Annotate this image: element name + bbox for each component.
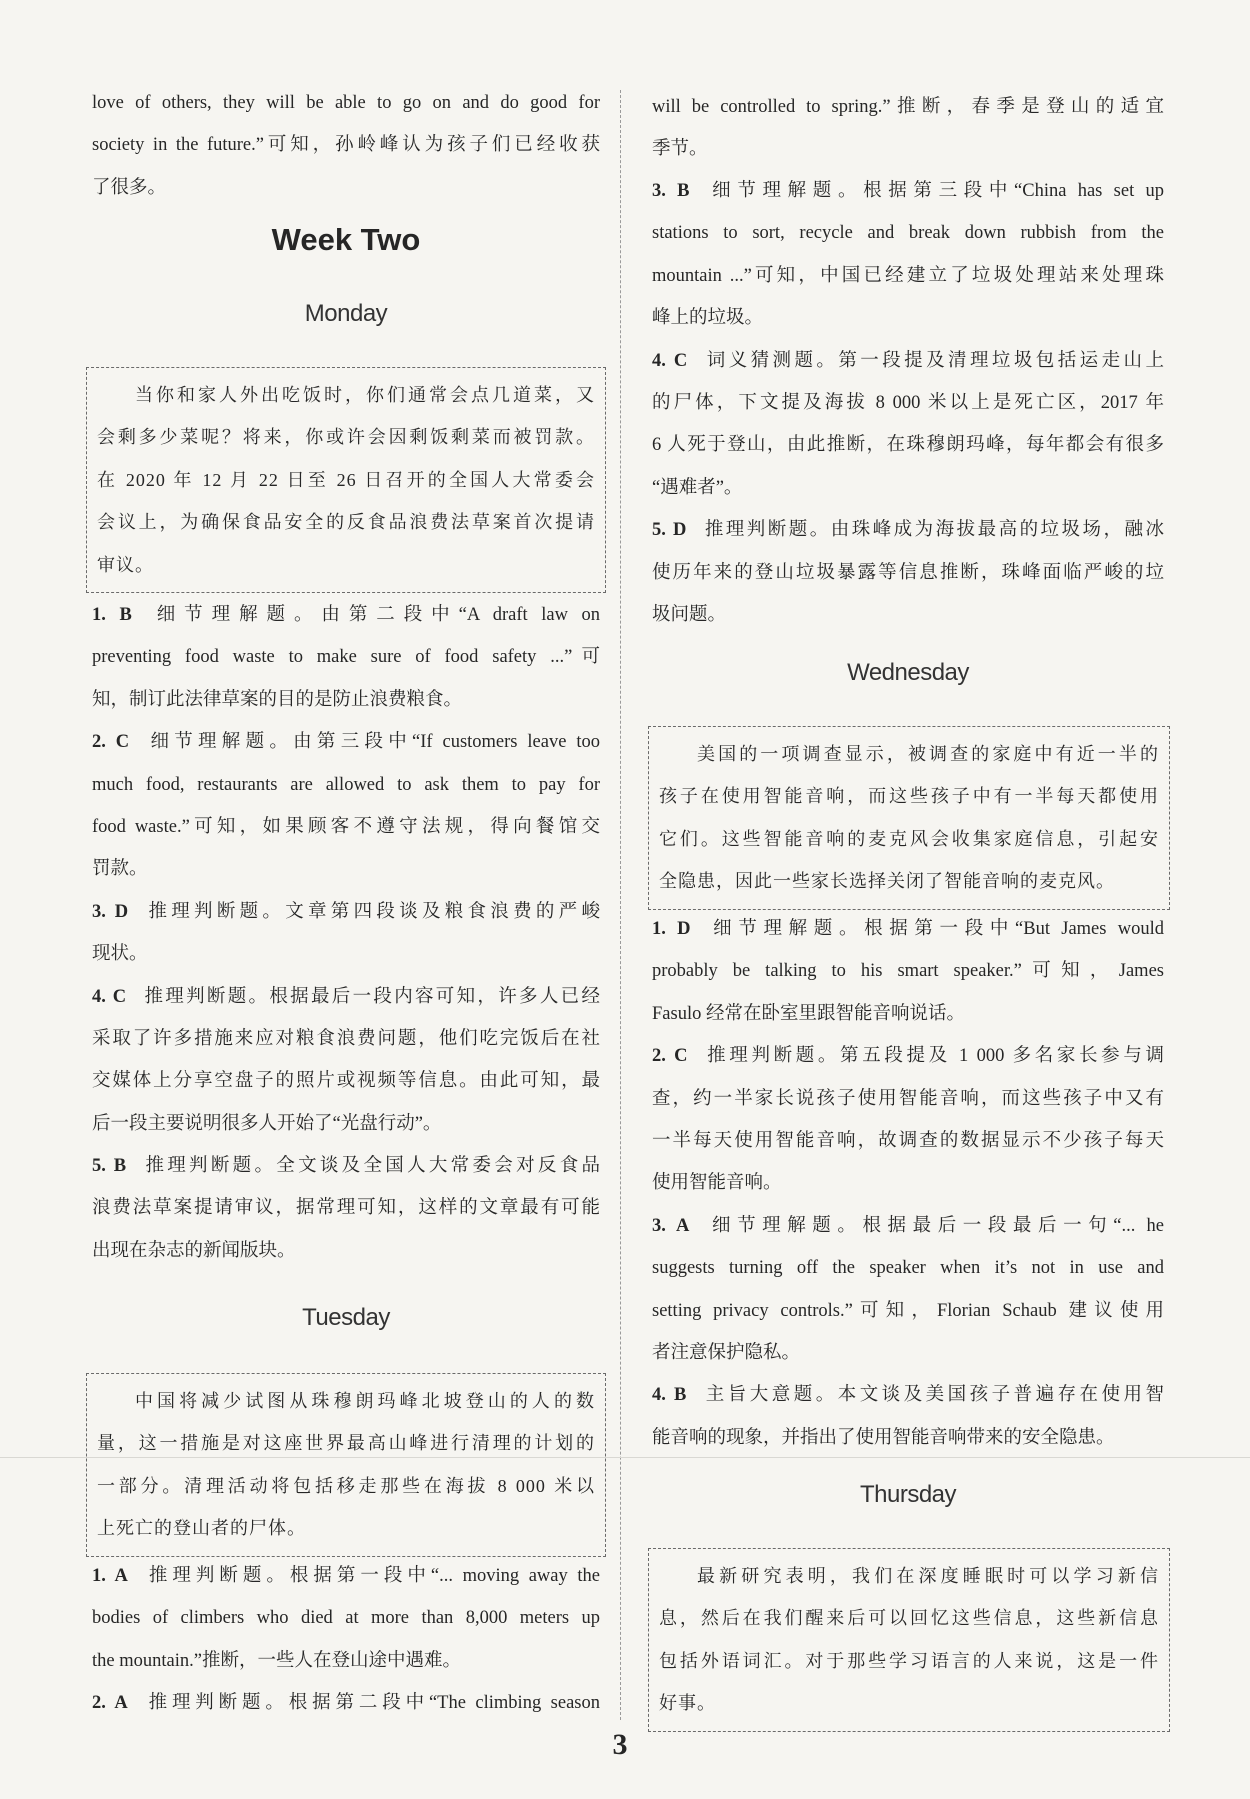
text-line: 会剩多少菜呢？将来，你或许会因剩饭剩菜而被罚款。 [97,427,595,448]
answer-item [92,594,600,721]
text-line [92,1555,600,1597]
answer-item [92,721,600,891]
text-line: 好事。 [659,1693,716,1714]
text-line: 出现在杂志的新闻版块。 [92,1240,296,1261]
text-line: 在 2020 年 12 月 22 日至 26 日召开的全国人大常委会 [97,469,595,490]
answer-label: 3. D [92,901,129,922]
answer-item [92,1555,600,1682]
answer-item [652,1035,1164,1205]
tuesday-heading: Tuesday [302,1304,390,1331]
text-line: 浪费法草案提请审议，据常理可知，这样的文章最有可能 [92,1198,600,1219]
answer-item [652,1205,1164,1375]
answer-text: 推理判断题。根据第一段中“... moving away the [143,1566,600,1586]
text-line [652,1035,1164,1077]
text-line: 罚款。 [92,859,148,880]
answer-text: 细节理解题。由第二段中“A draft law on [147,605,600,625]
answer-label: 1. A [92,1566,128,1586]
answer-label: 3. A [652,1215,690,1236]
answer-label: 3. B [652,181,690,201]
answer-item [652,1374,1164,1459]
text-line: suggests turning off the speaker when it’s not in use and [652,1258,1164,1279]
text-line: 能音响的现象，并指出了使用智能音响带来的安全隐患。 [652,1427,1115,1448]
wednesday-answers [652,908,1164,1459]
text-line: 全隐患，因此一些家长选择关闭了智能音响的麦克风。 [659,871,1115,892]
answer-text: 细节理解题。由第三段中“If customers leave too [145,732,600,753]
tuesday-answers [92,1555,600,1725]
answer-item [652,509,1164,636]
text-line: 交媒体上分享空盘子的照片或视频等信息。由此可知，最 [92,1071,600,1092]
text-line: 季节。 [652,139,708,160]
text-line: food waste.”可知，如果顾客不遵守法规，得向餐馆交 [92,816,600,837]
text-line: 了很多。 [92,177,167,198]
text-line: Fasulo 经常在卧室里跟智能音响说话。 [652,1003,965,1024]
text-line [652,509,1164,551]
column-divider [620,90,621,1720]
answer-text: 细节理解题。根据第一段中“But James would [706,919,1164,939]
text-line [92,976,600,1018]
monday-heading: Monday [304,300,388,327]
tuesday-summary-box [86,1373,606,1557]
answer-text: 推理判断题。全文谈及全国人大常委会对反食品 [142,1156,600,1177]
text-line: 量，这一措施是对这座世界最高山峰进行清理的计划的 [97,1433,595,1454]
answer-label: 4. C [652,350,688,371]
wednesday-summary-box [648,726,1170,910]
text-line: 现状。 [92,944,148,965]
answer-text: 推理判断题。文章第四段谈及粮食浪费的严峻 [144,901,600,922]
answer-item [92,891,600,976]
page-number: 3 [612,1728,628,1761]
week-title: Week Two [271,222,421,257]
answer-text: 推理判断题。由珠峰成为海拔最高的垃圾场，融冰 [702,520,1164,541]
text-line: much food, restaurants are allowed to ask them to pay for [92,774,600,795]
answer-item [652,170,1164,340]
wednesday-heading: Wednesday [847,659,969,686]
text-line [92,721,600,763]
text-line: stations to sort, recycle and break down rubbish from the [652,223,1164,244]
answer-text: 细节理解题。根据最后一段最后一句“... he [705,1215,1164,1236]
answer-item [92,976,600,1146]
answer-label: 1. B [92,605,132,625]
text-line: 包括外语词汇。对于那些学习语言的人来说，这是一件 [659,1650,1159,1671]
thursday-heading: Thursday [859,1481,957,1508]
text-line: the mountain.”推断，一些人在登山途中遇难。 [92,1650,461,1671]
answer-label: 5. D [652,520,687,541]
text-line: 美国的一项调查显示，被调查的家庭中有近一半的 [697,744,1159,764]
text-line: 查，约一半家长说孩子使用智能音响，而这些孩子中又有 [652,1088,1164,1109]
text-line: 知，制订此法律草案的目的是防止浪费粮食。 [92,689,463,710]
text-line: 使用智能音响。 [652,1173,782,1194]
text-line: 使历年来的登山垃圾暴露等信息推断，珠峰面临严峻的垃 [652,562,1164,583]
answer-label: 4. C [92,986,127,1007]
text-line: will be controlled to spring.”推断，春季是登山的适宜 [652,97,1164,117]
text-line [92,594,600,636]
tuesday-continued-paragraph [652,86,1164,171]
text-line [652,908,1164,950]
intro-paragraph [92,82,600,209]
text-line: 它们。这些智能音响的麦克风会收集家庭信息，引起安 [659,828,1159,849]
answer-label: 5. B [92,1156,127,1177]
text-line [652,170,1164,212]
answer-text: 词义猜测题。第一段提及清理垃圾包括运走山上 [703,350,1164,371]
text-line: 孩子在使用智能音响，而这些孩子中有一半每天都使用 [659,786,1159,807]
text-line: setting privacy controls.”可知，Florian Schaub 建议使用 [652,1300,1164,1321]
answer-item [652,340,1164,510]
answer-text: 推理判断题。根据第二段中“The climbing season [143,1693,600,1714]
answer-label: 2. C [92,732,130,753]
answer-item [652,908,1164,1035]
text-line: preventing food waste to make sure of food safety ...”可 [92,647,600,668]
answer-label: 4. B [652,1385,687,1406]
text-line: society in the future.”可知，孙岭峰认为孩子们已经收获 [92,135,600,156]
text-line: mountain ...”可知，中国已经建立了垃圾处理站来处理珠 [652,265,1164,286]
monday-answers [92,594,600,1272]
answer-label: 2. C [652,1046,688,1067]
text-line: love of others, they will be able to go on and do good for [92,93,600,113]
answer-text: 推理判断题。根据最后一段内容可知，许多人已经 [142,986,600,1007]
answer-text: 细节理解题。根据第三段中“China has set up [705,181,1164,201]
text-line [652,1374,1164,1416]
text-line: 6 人死于登山，由此推断，在珠穆朗玛峰，每年都会有很多 [652,435,1164,456]
text-line: 峰上的垃圾。 [652,308,764,329]
text-line: 采取了许多措施来应对粮食浪费问题，他们吃完饭后在社 [92,1028,600,1049]
answer-text: 主旨大意题。本文谈及美国孩子普遍存在使用智 [702,1385,1164,1406]
text-line: 息，然后在我们醒来后可以回忆这些信息，这些新信息 [659,1608,1159,1629]
text-line: bodies of climbers who died at more than 8,000 meters up [92,1608,600,1629]
text-line: 上死亡的登山者的尸体。 [97,1518,306,1539]
monday-summary-box [86,367,606,593]
text-line [652,340,1164,382]
text-line: probably be talking to his smart speaker.”可知，James [652,961,1164,982]
answer-text: 推理判断题。第五段提及 1 000 多名家长参与调 [703,1046,1164,1067]
text-line: 一部分。清理活动将包括移走那些在海拔 8 000 米以 [97,1475,595,1496]
text-line: “遇难者”。 [652,477,743,498]
tuesday-answers-continued [652,170,1164,636]
text-line: 后一段主要说明很多人开始了“光盘行动”。 [92,1113,442,1134]
text-line: 圾问题。 [652,604,727,625]
answer-label: 2. A [92,1693,128,1714]
text-line: 当你和家人外出吃饭时，你们通常会点几道菜，又 [135,385,595,405]
text-line: 的尸体，下文提及海拔 8 000 米以上是死亡区，2017 年 [652,392,1164,413]
answer-item [92,1682,600,1724]
answer-item [92,1145,600,1272]
text-line [652,1205,1164,1247]
text-line: 审议。 [97,554,154,575]
text-line [92,1682,600,1724]
thursday-summary-box [648,1548,1170,1732]
text-line: 最新研究表明，我们在深度睡眠时可以学习新信 [697,1566,1159,1586]
answer-label: 1. D [652,919,691,939]
text-line: 一半每天使用智能音响，故调查的数据显示不少孩子每天 [652,1130,1164,1151]
text-line: 者注意保护隐私。 [652,1342,801,1363]
text-line [92,891,600,933]
text-line [92,1145,600,1187]
text-line: 会议上，为确保食品安全的反食品浪费法草案首次提请 [97,512,595,533]
text-line: 中国将减少试图从珠穆朗玛峰北坡登山的人的数 [135,1391,595,1411]
